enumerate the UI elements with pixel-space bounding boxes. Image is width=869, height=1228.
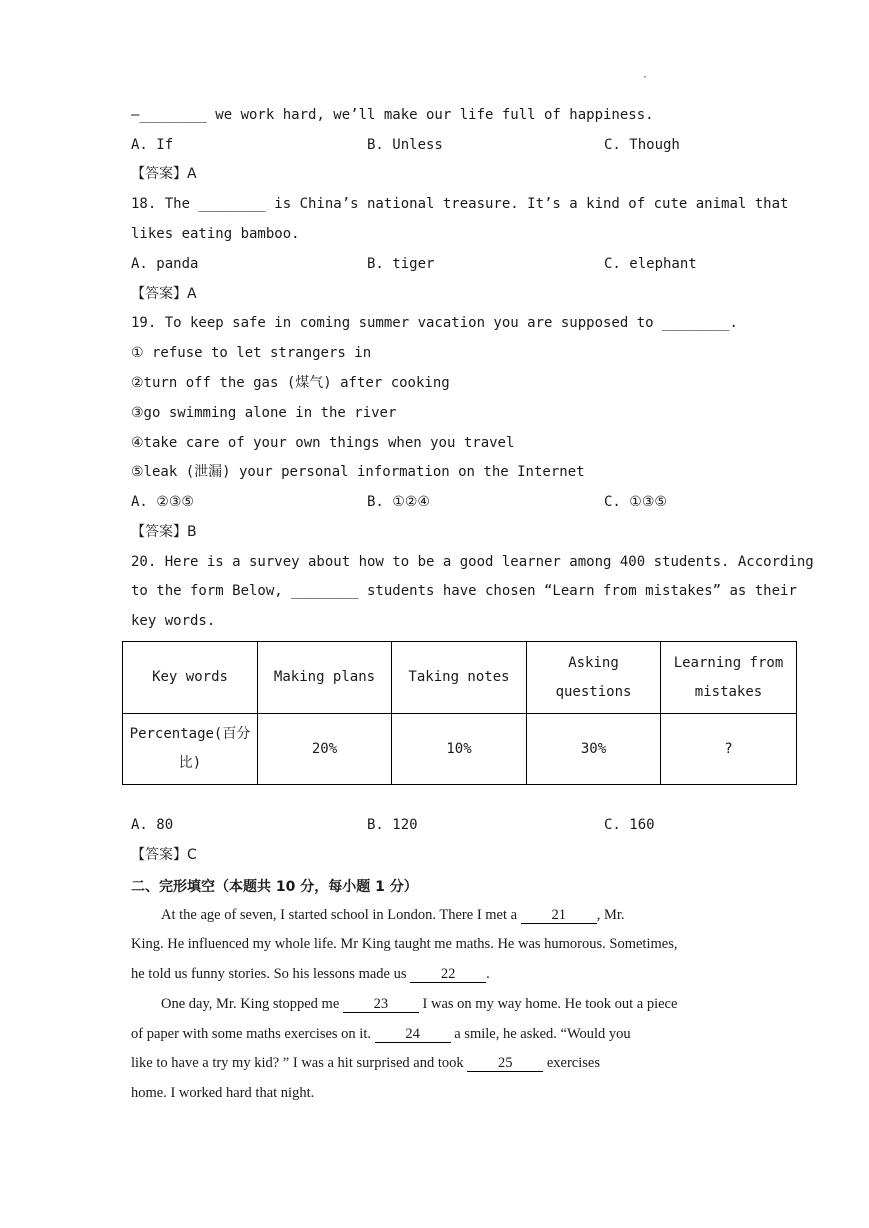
q20-stem-line2: to the form Below, ________ students have chosen “Learn from mistakes” as their bbox=[131, 583, 797, 599]
q19-option-b: B. ①②④ bbox=[367, 494, 430, 510]
passage-p2-line3: like to have a try my kid? ” I was a hit surprised and took 25 exercises bbox=[131, 1055, 600, 1071]
table-cell: Taking notes bbox=[392, 642, 527, 714]
q19-item-4: ④take care of your own things when you travel bbox=[131, 435, 515, 451]
q19-option-a: A. ②③⑤ bbox=[131, 494, 194, 510]
table-cell: Percentage(百分比) bbox=[123, 714, 258, 785]
survey-table bbox=[122, 641, 797, 785]
table-cell: Key words bbox=[123, 642, 258, 714]
q20-option-c: C. 160 bbox=[604, 817, 655, 833]
blank-24: 24 bbox=[375, 1026, 451, 1043]
q20-option-a: A. 80 bbox=[131, 817, 174, 833]
q19-option-c: C. ①③⑤ bbox=[604, 494, 667, 510]
blank-23: 23 bbox=[343, 996, 419, 1013]
q20-answer: 【答案】C bbox=[131, 847, 197, 863]
q20-stem-line1: 20. Here is a survey about how to be a good learner among 400 students. According bbox=[131, 554, 814, 570]
q17-option-c: C. Though bbox=[604, 137, 680, 153]
q19-item-1: ① refuse to let strangers in bbox=[131, 345, 372, 361]
q19-item-3: ③go swimming alone in the river bbox=[131, 405, 397, 421]
table-cell: Learning from mistakes bbox=[661, 642, 797, 714]
table-cell: Asking questions bbox=[527, 642, 661, 714]
q20-stem-line3: key words. bbox=[131, 613, 216, 629]
q18-option-a: A. panda bbox=[131, 256, 199, 272]
q20-option-b: B. 120 bbox=[367, 817, 418, 833]
passage-p2-line1: One day, Mr. King stopped me 23 I was on my way home. He took out a piece bbox=[161, 996, 678, 1012]
q17-stem: —________ we work hard, we’ll make our life full of happiness. bbox=[131, 107, 654, 123]
q18-answer: 【答案】A bbox=[131, 286, 197, 302]
q17-option-a: A. If bbox=[131, 137, 174, 153]
blank-21: 21 bbox=[521, 907, 597, 924]
q19-answer: 【答案】B bbox=[131, 524, 197, 540]
q19-stem: 19. To keep safe in coming summer vacation you are supposed to ________. bbox=[131, 315, 738, 331]
passage-p1-line1: At the age of seven, I started school in London. There I met a 21 , Mr. bbox=[161, 907, 625, 923]
table-row bbox=[123, 714, 797, 785]
q18-option-b: B. tiger bbox=[367, 256, 435, 272]
blank-25: 25 bbox=[467, 1055, 543, 1072]
q19-item-2: ②turn off the gas (煤气) after cooking bbox=[131, 375, 450, 391]
passage-p1-line2: King. He influenced my whole life. Mr King taught me maths. He was humorous. Sometimes, bbox=[131, 936, 678, 952]
q18-stem-line2: likes eating bamboo. bbox=[131, 226, 300, 242]
table-header-row bbox=[123, 642, 797, 714]
passage-p2-line2: of paper with some maths exercises on it. 24 a smile, he asked. “Would you bbox=[131, 1026, 631, 1042]
blank-22: 22 bbox=[410, 966, 486, 983]
q18-option-c: C. elephant bbox=[604, 256, 697, 272]
q17-option-b: B. Unless bbox=[367, 137, 443, 153]
passage-p2-line4: home. I worked hard that night. bbox=[131, 1085, 315, 1101]
header-mark: · bbox=[642, 72, 649, 83]
table-cell: 30% bbox=[527, 714, 661, 785]
table-cell: Making plans bbox=[258, 642, 392, 714]
q18-stem-line1: 18. The ________ is China’s national treasure. It’s a kind of cute animal that bbox=[131, 196, 789, 212]
section-title: 二、完形填空（本题共 10 分，每小题 1 分） bbox=[131, 879, 418, 895]
passage-p1-line3: he told us funny stories. So his lessons made us 22 . bbox=[131, 966, 490, 982]
q19-item-5: ⑤leak (泄漏) your personal information on the Internet bbox=[131, 464, 585, 480]
q17-answer: 【答案】A bbox=[131, 166, 197, 182]
table-cell: 10% bbox=[392, 714, 527, 785]
table-cell: 20% bbox=[258, 714, 392, 785]
table-cell: ? bbox=[661, 714, 797, 785]
